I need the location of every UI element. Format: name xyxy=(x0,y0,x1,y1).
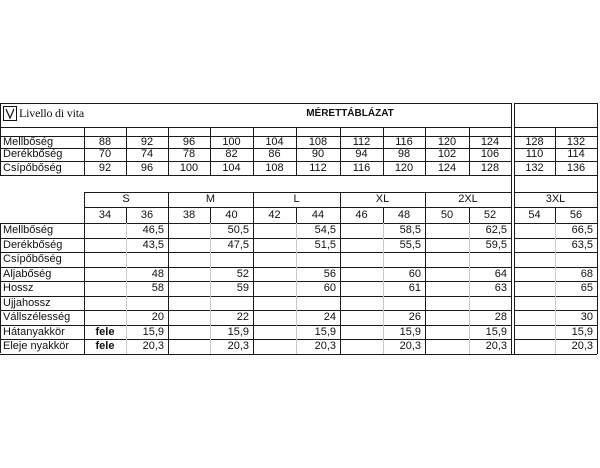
measure-value-cell xyxy=(126,252,168,267)
inner-column-guide xyxy=(469,223,470,354)
measure-value-cell: 26 xyxy=(408,311,421,323)
measure-value-cell: 66,5 xyxy=(571,224,593,236)
body-value-cell: 114 xyxy=(567,148,585,160)
measure-value-cell: 59 xyxy=(236,282,249,294)
measure-value-cell: 62,5 xyxy=(485,224,507,236)
column-divider xyxy=(340,207,341,223)
eu-size-header: 54 xyxy=(528,209,541,221)
body-value-cell: 102 xyxy=(437,148,457,160)
measure-value-cell xyxy=(210,252,253,267)
body-value-cell: 136 xyxy=(566,162,586,174)
measure-value-cell: 20,3 xyxy=(227,340,249,352)
body-value-cell: 90 xyxy=(311,148,325,160)
body-value-cell: 94 xyxy=(355,148,368,160)
body-value-cell: 124 xyxy=(480,136,500,148)
body-row-label: Mellbőség xyxy=(3,136,54,148)
eu-size-header: 50 xyxy=(440,209,454,221)
measure-value-cell: 58 xyxy=(151,282,164,294)
column-divider xyxy=(425,207,426,223)
measure-value-cell: 60 xyxy=(323,282,336,294)
body-value-cell: 104 xyxy=(265,136,284,148)
measure-value-cell: 50,5 xyxy=(227,224,249,236)
body-value-cell: 82 xyxy=(225,148,238,160)
column-divider xyxy=(253,207,254,223)
row-divider xyxy=(0,175,597,176)
column-divider xyxy=(425,223,426,354)
measure-value-cell: 52 xyxy=(236,268,249,280)
measure-value-cell: 59,5 xyxy=(485,239,507,251)
inner-column-guide xyxy=(210,223,211,354)
body-row-label: Csípőbőség xyxy=(3,162,62,174)
measure-value-cell xyxy=(555,252,597,267)
eu-size-header: 48 xyxy=(397,209,411,221)
column-divider xyxy=(340,223,341,354)
body-value-cell: 104 xyxy=(222,162,241,174)
measure-value-cell: 46,5 xyxy=(142,224,164,236)
body-value-cell: 88 xyxy=(98,136,112,148)
measure-row-label: Mellbőség xyxy=(3,224,54,236)
body-value-cell: 116 xyxy=(352,162,371,174)
column-divider xyxy=(469,207,470,223)
inner-column-guide xyxy=(296,223,297,354)
body-value-cell: 70 xyxy=(98,148,112,160)
measure-value-cell xyxy=(383,252,425,267)
measure-value-cell: 20,3 xyxy=(399,340,421,352)
body-value-cell: 96 xyxy=(182,136,196,148)
table-right-border xyxy=(597,103,598,354)
column-divider xyxy=(296,207,297,223)
measure-value-cell xyxy=(469,296,511,310)
body-value-cell: 100 xyxy=(179,162,199,174)
column-divider xyxy=(126,207,127,223)
column-divider xyxy=(168,207,169,223)
row-divider xyxy=(0,354,597,355)
body-value-cell: 92 xyxy=(98,162,112,174)
measure-value-cell xyxy=(469,252,511,267)
measure-value-cell xyxy=(126,296,168,310)
measure-value-cell: 22 xyxy=(236,311,249,323)
column-divider xyxy=(84,207,85,223)
measure-value-cell: 58,5 xyxy=(399,224,421,236)
measure-row-label: Eleje nyakkör xyxy=(3,340,70,352)
page-title: MÉRETTÁBLÁZAT xyxy=(306,108,394,119)
body-value-cell: 108 xyxy=(265,162,284,174)
body-value-cell: 100 xyxy=(222,136,241,148)
measure-row-label: Aljabőség xyxy=(3,268,52,280)
measure-row-label: Hátanyakkör xyxy=(3,326,65,338)
body-value-cell: 132 xyxy=(566,136,586,148)
measure-value-cell xyxy=(210,296,253,310)
body-value-cell: 110 xyxy=(525,148,544,160)
column-divider xyxy=(210,207,211,223)
measure-value-cell: 47,5 xyxy=(227,239,249,251)
measure-row-label: Ujjahossz xyxy=(3,297,51,309)
measure-value-cell: 64 xyxy=(494,268,507,280)
eu-size-header: 52 xyxy=(483,209,497,221)
measure-value-cell: 55,5 xyxy=(399,239,421,251)
body-value-cell: 92 xyxy=(140,136,154,148)
eu-size-header: 44 xyxy=(311,209,325,221)
eu-size-header: 34 xyxy=(98,209,112,221)
measure-value-cell xyxy=(296,296,340,310)
column-divider xyxy=(555,207,556,223)
body-value-cell: 106 xyxy=(480,148,500,160)
eu-size-header: 46 xyxy=(355,209,368,221)
measure-row-label: Hossz xyxy=(3,282,34,294)
measure-row-label: Derékbőség xyxy=(3,239,63,251)
measure-value-cell: 20,3 xyxy=(485,340,507,352)
measure-value-cell: 54,5 xyxy=(314,224,336,236)
half-measure-note: fele xyxy=(95,326,115,338)
body-value-cell: 132 xyxy=(525,162,544,174)
measure-value-cell: 28 xyxy=(494,311,507,323)
measure-value-cell: 43,5 xyxy=(142,239,164,251)
eu-size-header: 56 xyxy=(569,209,583,221)
size-group-header: XL xyxy=(375,193,390,205)
measure-value-cell: 51,5 xyxy=(314,239,336,251)
measure-value-cell: 60 xyxy=(408,268,421,280)
measure-value-cell: 20,3 xyxy=(314,340,336,352)
column-divider xyxy=(168,192,169,207)
measure-value-cell: 56 xyxy=(323,268,336,280)
measure-value-cell: 30 xyxy=(580,311,593,323)
measure-value-cell: 15,9 xyxy=(399,326,421,338)
measure-value-cell xyxy=(383,296,425,310)
inner-column-guide xyxy=(126,223,127,354)
brand-logo-icon xyxy=(3,106,17,121)
body-row-label: Derékbőség xyxy=(3,148,63,160)
measure-value-cell: 20 xyxy=(151,311,164,323)
column-divider xyxy=(340,192,341,207)
body-value-cell: 128 xyxy=(525,136,544,148)
eu-size-header: 42 xyxy=(268,209,281,221)
size-group-header: L xyxy=(293,193,300,205)
body-value-cell: 120 xyxy=(394,162,414,174)
eu-size-header: 36 xyxy=(140,209,154,221)
measure-row-label: Vállszélesség xyxy=(3,311,71,323)
measure-value-cell xyxy=(555,296,597,310)
body-value-cell: 74 xyxy=(140,148,154,160)
body-value-cell: 112 xyxy=(352,136,371,148)
column-divider xyxy=(168,223,169,354)
body-value-cell: 128 xyxy=(480,162,500,174)
body-value-cell: 116 xyxy=(395,136,413,148)
measure-value-cell: 20,3 xyxy=(571,340,593,352)
column-divider xyxy=(84,192,85,207)
header-divider xyxy=(0,127,597,128)
half-measure-note: fele xyxy=(95,340,115,352)
gap-left-border xyxy=(511,103,512,354)
measure-value-cell: 68 xyxy=(580,268,593,280)
body-value-cell: 120 xyxy=(437,136,457,148)
gap-right-border xyxy=(514,103,515,354)
measure-value-cell: 15,9 xyxy=(314,326,336,338)
measure-value-cell: 48 xyxy=(151,268,164,280)
column-divider xyxy=(253,192,254,207)
body-value-cell: 124 xyxy=(437,162,457,174)
column-divider xyxy=(425,192,426,207)
body-value-cell: 78 xyxy=(182,148,196,160)
inner-column-guide xyxy=(383,223,384,354)
column-divider xyxy=(253,223,254,354)
body-value-cell: 112 xyxy=(309,162,327,174)
body-value-cell: 86 xyxy=(268,148,281,160)
measure-value-cell: 61 xyxy=(408,282,421,294)
size-group-header: 2XL xyxy=(458,193,478,205)
column-divider xyxy=(383,207,384,223)
measure-value-cell: 20,3 xyxy=(142,340,164,352)
measure-value-cell: 24 xyxy=(323,311,336,323)
measure-value-cell xyxy=(296,252,340,267)
table-top-border xyxy=(0,103,597,104)
measure-value-cell: 65 xyxy=(580,282,593,294)
column-divider xyxy=(84,223,85,354)
brand-logo xyxy=(3,105,84,121)
measure-value-cell: 63,5 xyxy=(571,239,593,251)
brand-logo-text: Livello di vita xyxy=(19,105,84,120)
size-group-header: M xyxy=(205,193,216,205)
size-group-header: S xyxy=(122,193,130,205)
size-group-header: 3XL xyxy=(545,193,566,205)
measure-row-label: Csípőbőség xyxy=(3,253,62,265)
eu-size-header: 40 xyxy=(225,209,238,221)
measure-value-cell: 15,9 xyxy=(227,326,249,338)
measure-value-cell: 63 xyxy=(494,282,507,294)
inner-column-guide xyxy=(555,223,556,354)
body-value-cell: 108 xyxy=(308,136,328,148)
measure-value-cell: 15,9 xyxy=(142,326,164,338)
body-value-cell: 98 xyxy=(397,148,411,160)
body-value-cell: 96 xyxy=(140,162,154,174)
eu-size-header: 38 xyxy=(182,209,196,221)
measure-value-cell: 15,9 xyxy=(571,326,593,338)
measure-value-cell: 15,9 xyxy=(485,326,507,338)
